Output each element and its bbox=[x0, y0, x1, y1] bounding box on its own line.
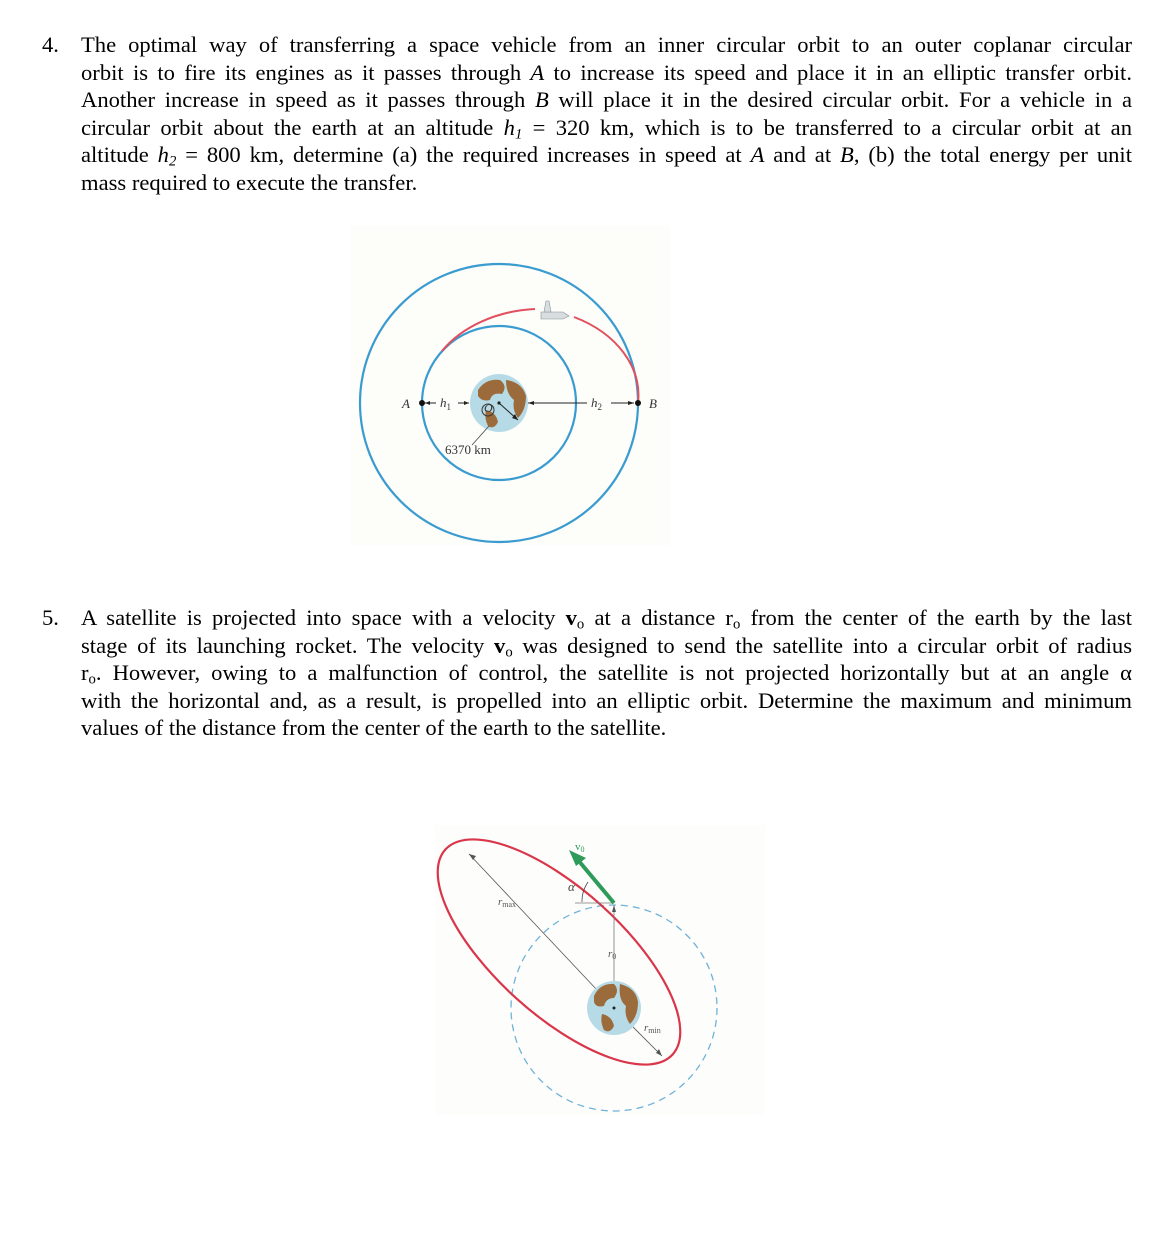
text-line: $r_o$. However, owing to a malfunction of control, the satellite is not projected horizontally but at an angle α bbox=[81, 660, 1132, 688]
orbit-diagram bbox=[340, 220, 680, 580]
problem-text bbox=[81, 604, 1132, 742]
problem-5 bbox=[42, 604, 1132, 742]
text-line: mass required to execute the transfer. bbox=[81, 169, 418, 195]
velocity-label: v0 bbox=[575, 841, 585, 854]
point-a bbox=[419, 400, 425, 406]
earth-icon bbox=[587, 981, 641, 1035]
text-line: stage of its launching rocket. The velocity $v_o$ was designed to send the satellite into a circular orbit of radius bbox=[81, 632, 1132, 661]
angle-label: α bbox=[568, 879, 575, 894]
problem-text bbox=[81, 31, 1132, 197]
text-line: A satellite is projected into space with a velocity $v_o$ at a distance $r_o$ from the center of the earth by the last bbox=[81, 605, 1132, 633]
problem-number: 5. bbox=[42, 605, 59, 630]
center-label: O bbox=[484, 401, 493, 415]
point-a-label: A bbox=[402, 396, 410, 411]
r0-label: r0 bbox=[608, 948, 617, 961]
problem-number: 4. bbox=[42, 32, 59, 57]
text-line: circular orbit about the earth at an altitude $h_1 = 320$ km, which is to be transferred to a circular orbit at an bbox=[81, 114, 1132, 143]
hohmann-transfer-figure bbox=[340, 220, 680, 580]
r-max-label: rmax bbox=[498, 896, 517, 909]
r-min-label: rmin bbox=[644, 1022, 661, 1035]
text-line: orbit is to fire its engines as it passes through A to increase its speed and place it in an elliptic transfer orbit. bbox=[81, 59, 1132, 85]
problem-4 bbox=[42, 31, 1132, 197]
elliptic-orbit-figure bbox=[430, 820, 770, 1120]
text-line: with the horizontal and, as a result, is propelled into an elliptic orbit. Determine the maximum and minimum bbox=[81, 687, 1132, 713]
text-line: altitude $h_2 = 800$ km, determine (a) the required increases in speed at A and at B, (b) the total energy per unit bbox=[81, 142, 1132, 171]
point-b bbox=[635, 400, 641, 406]
text-line: values of the distance from the center of the earth to the satellite. bbox=[81, 715, 667, 741]
ellipse-diagram bbox=[430, 820, 770, 1120]
text-line: The optimal way of transferring a space vehicle from an inner circular orbit to an outer coplanar circular bbox=[81, 32, 1132, 57]
earth-radius-label: 6370 km bbox=[445, 442, 491, 457]
h2-label: $h_2$ bbox=[591, 395, 602, 412]
point-b-label: B bbox=[649, 396, 657, 411]
text-line: Another increase in speed as it passes through B will place it in the desired circular orbit. For a vehicle in a bbox=[81, 87, 1132, 113]
h1-label: $h_1$ bbox=[440, 395, 451, 412]
